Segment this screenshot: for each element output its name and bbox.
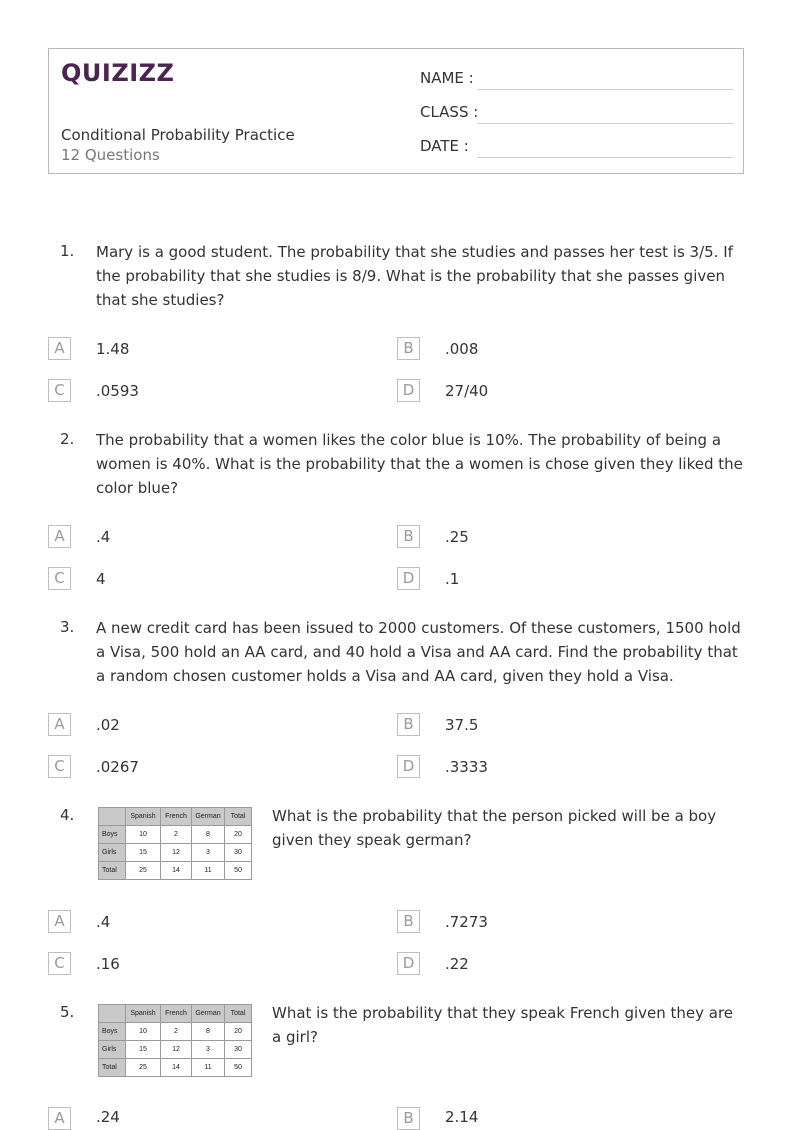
date-label: DATE : xyxy=(420,137,469,155)
question-text: Mary is a good student. The probability that she studies and passes her test is 3/5. If the probability that she studies is 8/9. What is the probability that she passes given that she studies? xyxy=(96,243,733,309)
option-letter-box[interactable]: A xyxy=(48,910,71,933)
option-letter-box[interactable]: D xyxy=(397,755,420,778)
table-row-header: Total xyxy=(99,862,126,880)
question-number: 1. xyxy=(60,242,75,260)
option-text: .7273 xyxy=(445,913,488,931)
option-text: .1 xyxy=(445,570,460,588)
table-cell: 10 xyxy=(126,826,161,844)
option-letter-box[interactable]: A xyxy=(48,713,71,736)
table-row-header: Total xyxy=(99,1059,126,1077)
worksheet-header xyxy=(48,48,744,174)
question-number: 2. xyxy=(60,430,75,448)
table-corner-cell xyxy=(99,808,126,826)
table-row-header: Boys xyxy=(99,826,126,844)
table-col-header: German xyxy=(192,1005,225,1023)
table-cell: 8 xyxy=(192,1023,225,1041)
option-text: 2.14 xyxy=(445,1108,479,1126)
table-cell: 10 xyxy=(126,1023,161,1041)
option-text: .02 xyxy=(96,716,120,734)
table-row-header: Boys xyxy=(99,1023,126,1041)
table-cell: 2 xyxy=(161,1023,192,1041)
table-col-header: French xyxy=(161,1005,192,1023)
option-text: .3333 xyxy=(445,758,488,776)
table-cell: 12 xyxy=(161,844,192,862)
question-text: What is the probability that they speak French given they are a girl? xyxy=(272,1004,734,1046)
table-col-header: German xyxy=(192,808,225,826)
option-text: .0593 xyxy=(96,382,139,400)
option-text: .0267 xyxy=(96,758,139,776)
option-letter-box[interactable]: B xyxy=(397,525,420,548)
table-cell: 20 xyxy=(225,1023,252,1041)
option-text: .22 xyxy=(445,955,469,973)
date-line xyxy=(477,157,733,158)
table-cell: 3 xyxy=(192,1041,225,1059)
table-col-header: Total xyxy=(225,808,252,826)
table-corner-cell xyxy=(99,1005,126,1023)
table-cell: 14 xyxy=(161,862,192,880)
table-cell: 15 xyxy=(126,844,161,862)
table-col-header: Total xyxy=(225,1005,252,1023)
quizizz-logo: QUIZIZZ xyxy=(61,59,175,87)
question-text: The probability that a women likes the color blue is 10%. The probability of being a women is 40%. What is the probability that the a women is chose given they liked the color blue? xyxy=(96,431,743,497)
option-text: .008 xyxy=(445,340,479,358)
table-cell: 30 xyxy=(225,1041,252,1059)
question-number: 5. xyxy=(60,1003,75,1021)
option-letter-box[interactable]: B xyxy=(397,337,420,360)
option-letter-box[interactable]: A xyxy=(48,525,71,548)
option-letter-box[interactable]: B xyxy=(397,910,420,933)
table-cell: 11 xyxy=(192,1059,225,1077)
name-line xyxy=(477,89,733,90)
table-cell: 12 xyxy=(161,1041,192,1059)
table-col-header: Spanish xyxy=(126,808,161,826)
question-number: 4. xyxy=(60,806,75,824)
option-letter-box[interactable]: C xyxy=(48,567,71,590)
option-text: 27/40 xyxy=(445,382,489,400)
worksheet-title: Conditional Probability Practice xyxy=(61,126,295,144)
option-letter-box[interactable]: A xyxy=(48,1107,71,1130)
class-label: CLASS : xyxy=(420,103,479,121)
table-cell: 8 xyxy=(192,826,225,844)
table-cell: 2 xyxy=(161,826,192,844)
option-text: 4 xyxy=(96,570,106,588)
option-letter-box[interactable]: B xyxy=(397,1107,420,1130)
table-cell: 14 xyxy=(161,1059,192,1077)
option-text: .16 xyxy=(96,955,120,973)
option-text: 1.48 xyxy=(96,340,130,358)
table-cell: 25 xyxy=(126,1059,161,1077)
table-col-header: French xyxy=(161,808,192,826)
table-cell: 11 xyxy=(192,862,225,880)
option-text: .4 xyxy=(96,913,111,931)
table-row-header: Girls xyxy=(99,1041,126,1059)
table-cell: 50 xyxy=(225,862,252,880)
option-letter-box[interactable]: C xyxy=(48,755,71,778)
table-cell: 50 xyxy=(225,1059,252,1077)
table-cell: 3 xyxy=(192,844,225,862)
option-text: .4 xyxy=(96,528,111,546)
option-letter-box[interactable]: D xyxy=(397,379,420,402)
question-count: 12 Questions xyxy=(61,146,160,164)
question-number: 3. xyxy=(60,618,75,636)
option-text: .25 xyxy=(445,528,469,546)
class-line xyxy=(477,123,733,124)
option-letter-box[interactable]: C xyxy=(48,952,71,975)
table-cell: 30 xyxy=(225,844,252,862)
table-col-header: Spanish xyxy=(126,1005,161,1023)
table-cell: 15 xyxy=(126,1041,161,1059)
table-row-header: Girls xyxy=(99,844,126,862)
name-label: NAME : xyxy=(420,69,474,87)
table-cell: 20 xyxy=(225,826,252,844)
option-letter-box[interactable]: A xyxy=(48,337,71,360)
option-letter-box[interactable]: C xyxy=(48,379,71,402)
option-letter-box[interactable]: D xyxy=(397,567,420,590)
table-cell: 25 xyxy=(126,862,161,880)
data-table-image xyxy=(98,1004,252,1077)
data-table-image xyxy=(98,807,252,880)
option-letter-box[interactable]: B xyxy=(397,713,420,736)
question-text: A new credit card has been issued to 2000 customers. Of these customers, 1500 hold a Visa, 500 hold an AA card, and 40 hold a Visa and AA card. Find the probability that a random chosen customer holds a Visa and AA card, given they hold a Visa. xyxy=(96,619,741,685)
option-letter-box[interactable]: D xyxy=(397,952,420,975)
question-text: What is the probability that the person picked will be a boy given they speak german? xyxy=(272,807,717,849)
option-text: 37.5 xyxy=(445,716,479,734)
option-text: .24 xyxy=(96,1108,120,1126)
